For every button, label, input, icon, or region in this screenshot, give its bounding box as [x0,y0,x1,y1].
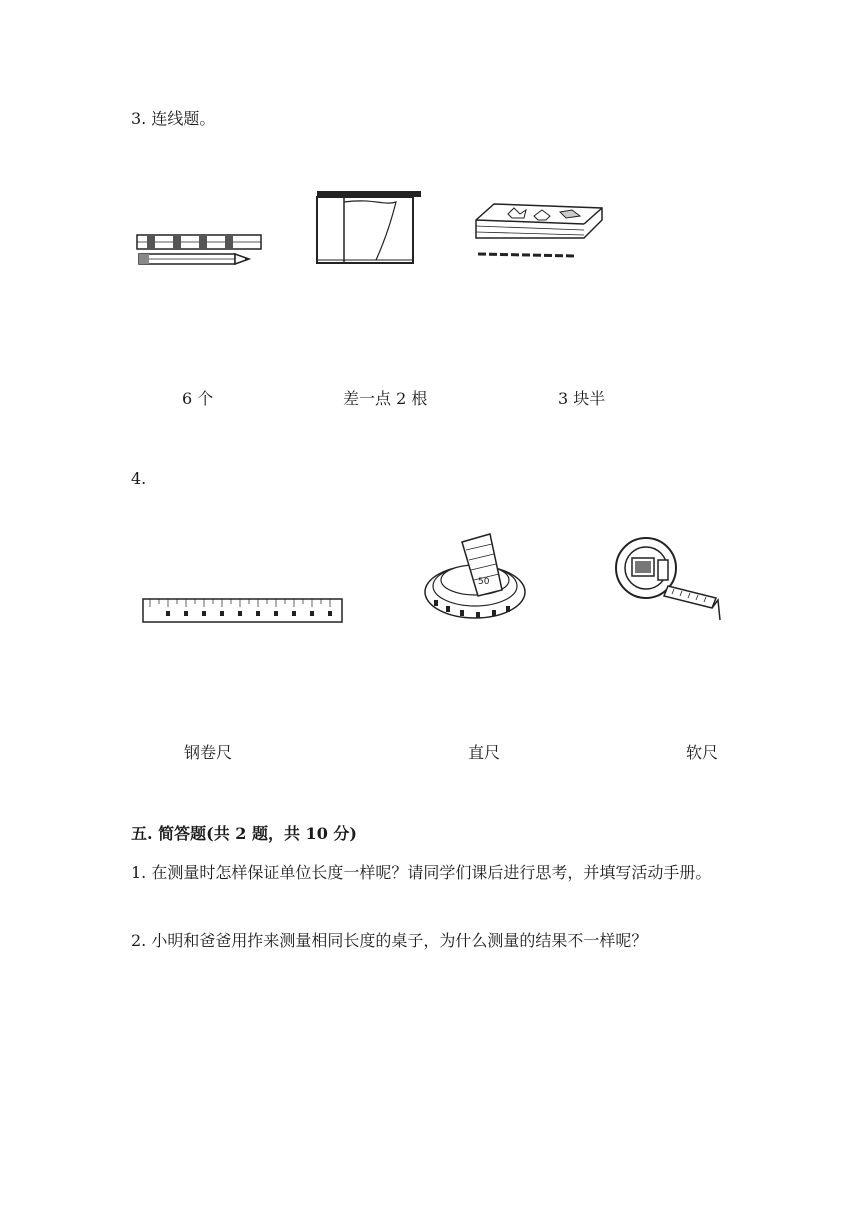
q4-label-ruler: 直尺 [468,743,501,762]
pencil-eraser-image [135,232,265,270]
q4-title: 4. [131,469,147,488]
soft-tape-image [420,530,530,626]
q3-label-3: 3 块半 [558,389,606,408]
section5-heading: 五. 简答题(共 2 题，共 10 分) [131,824,357,843]
ruler-image [142,598,344,624]
q3-title: 3. 连线题。 [131,109,216,128]
q3-label-2: 差一点 2 根 [343,389,428,408]
section5-q1: 1. 在测量时怎样保证单位长度一样呢？请同学们课后进行思考，并填写活动手册。 [131,863,712,882]
tape-reading: 50 [478,577,490,587]
steel-tape-image [612,530,724,626]
q3-label-6: 6 个 [182,389,214,408]
section5-q2: 2. 小明和爸爸用拃来测量相同长度的桌子，为什么测量的结果不一样呢？ [131,931,648,950]
q4-label-steel-tape: 钢卷尺 [184,743,233,762]
eraser-stack-image [468,198,608,264]
book-image [314,188,424,268]
q4-label-soft-tape: 软尺 [686,743,719,762]
